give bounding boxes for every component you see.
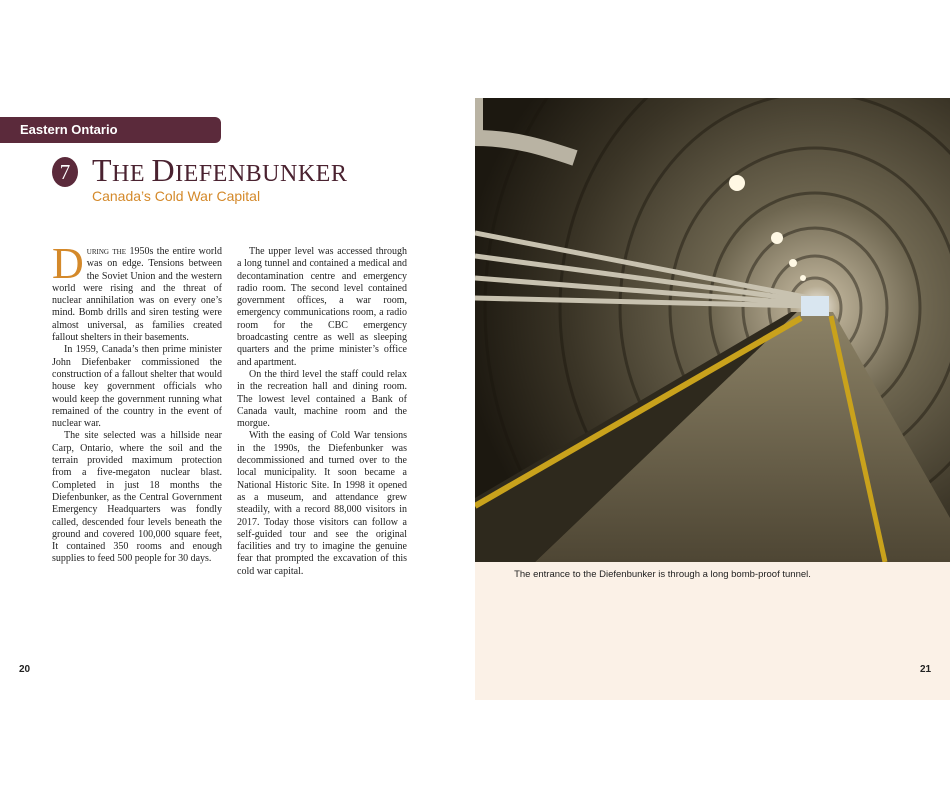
- paragraph: [52, 239, 223, 344]
- chapter-number-badge: 7: [52, 157, 78, 187]
- tunnel-exit: [801, 296, 829, 316]
- section-banner: [0, 117, 221, 143]
- paragraph: The upper level was accessed through a long tunnel and contained a medical and decontamination centre and emergency radio room. The second level contained government offices, a war room, emergency communications room, a radio room for the CBC emergency broadcasting centre as well as sleeping quarters and the prime minister’s office and apartment.: [237, 246, 407, 368]
- paragraph: With the easing of Cold War tensions in the 1990s, the Diefenbunker was decommissioned and turned over to the local municipality. It soon became a National Historic Site. In 1998 it opened as a museum, and attendance grew steadily, with a record 88,000 visitors in 2017. Today those visitors can follow a self-guided tour and see the original facilities and try to imagine the genuine fear that prompted the excavation of this cold war capital.: [237, 430, 407, 577]
- paragraph: In 1959, Canada’s then prime minister John Diefenbaker commissioned the construction of a fallout shelter that would house key government officials who would keep the government running what remained of the country in the event of nuclear war.: [52, 344, 222, 430]
- photo-caption: The entrance to the Diefenbunker is through a long bomb-proof tunnel.: [514, 569, 811, 580]
- page-subtitle: Canada’s Cold War Capital: [92, 188, 261, 204]
- tunnel-illustration: [475, 98, 950, 562]
- text-column-left: [52, 239, 223, 566]
- tunnel-photo: [475, 98, 950, 562]
- paragraph: The site selected was a hillside near Carp, Ontario, where the soil and the terrain provided maximum protection from a five-megaton nuclear blast. Completed in just 18 months the Diefenbunker, as the Central Government Emergency Headquarters was fondly called, descended four levels beneath the ground and covered 100,000 square feet, It contained 350 rooms and enough supplies to feed 500 people for 30 days.: [52, 430, 222, 565]
- section-label: Eastern Ontario: [20, 122, 118, 137]
- page-number-right: 21: [920, 664, 932, 675]
- lead-in: uring the: [86, 246, 127, 257]
- page-number-left: 20: [19, 664, 31, 675]
- drop-cap: D: [52, 239, 84, 288]
- title-word-he: HE: [112, 161, 152, 187]
- page-title: [92, 152, 347, 189]
- paragraph: On the third level the staff could relax in the recreation hall and dining room. The lowest level contained a Bank of Canada vault, machine room and the morgue.: [237, 368, 407, 430]
- text-column-right: [237, 246, 407, 578]
- title-initial-t: T: [92, 152, 113, 188]
- title-word-iefenbunker: IEFENBUNKER: [175, 161, 348, 187]
- title-initial-d: D: [151, 152, 176, 188]
- paragraph-text: 1950s the entire world was on edge. Tensions between the Soviet Union and the western world were rising and the threat of nuclear annihilation was on every one’s mind. Bomb drills and siren testing were almost universal, as families created fallout shelters in their basements.: [52, 246, 223, 344]
